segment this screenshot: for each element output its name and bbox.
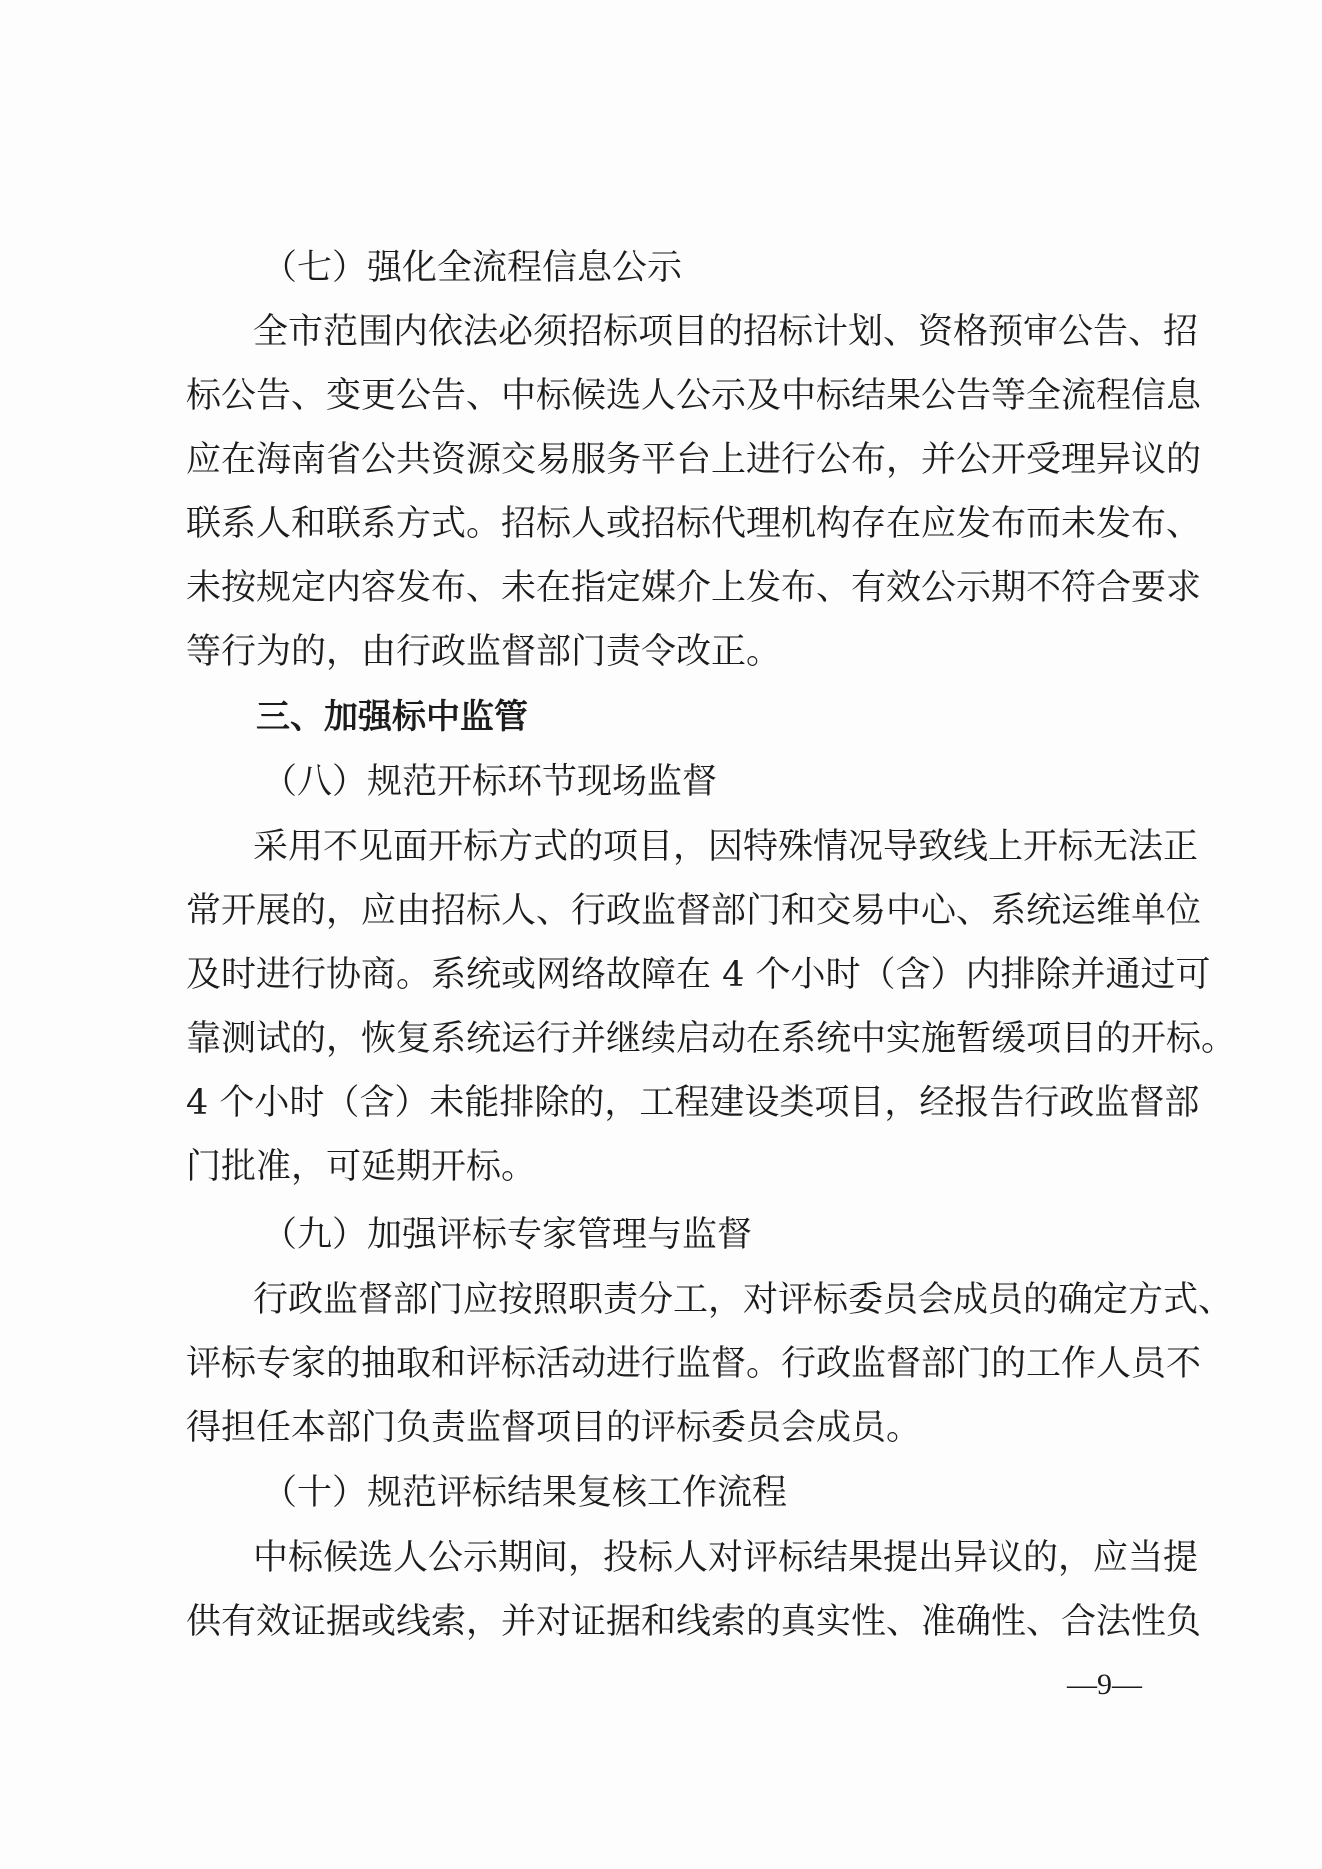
paragraph-8-line-4: 靠测试的，恢复系统运行并继续启动在系统中实施暂缓项目的开标。 [186,1019,1237,1059]
subsection-9-title: （九）加强评标专家管理与监督 [262,1215,753,1255]
paragraph-8-line-5: 4 个小时（含）未能排除的，工程建设类项目，经报告行政监督部 [186,1083,1200,1123]
paragraph-9-line-1: 行政监督部门应按照职责分工，对评标委员会成员的确定方式、 [253,1280,1234,1320]
paragraph-9-line-3: 得担任本部门负责监督项目的评标委员会成员。 [186,1408,922,1448]
paragraph-8-line-6: 门批准，可延期开标。 [186,1147,537,1187]
paragraph-8-line-1: 采用不见面开标方式的项目，因特殊情况导致线上开标无法正 [253,827,1199,867]
paragraph-7-line-1: 全市范围内依法必须招标项目的招标计划、资格预审公告、招 [253,312,1199,352]
paragraph-7-line-4: 联系人和联系方式。招标人或招标代理机构存在应发布而未发布、 [186,504,1202,544]
paragraph-10-line-2: 供有效证据或线索，并对证据和线索的真实性、准确性、合法性负 [186,1602,1202,1642]
paragraph-7-line-6: 等行为的，由行政监督部门责令改正。 [186,632,782,672]
paragraph-7-line-3: 应在海南省公共资源交易服务平台上进行公布，并公开受理异议的 [186,440,1202,480]
paragraph-8-line-2: 常开展的，应由招标人、行政监督部门和交易中心、系统运维单位 [186,891,1202,931]
subsection-10-title: （十）规范评标结果复核工作流程 [262,1473,788,1513]
paragraph-10-line-1: 中标候选人公示期间，投标人对评标结果提出异议的，应当提 [253,1538,1199,1578]
section-3-heading: 三、加强标中监管 [256,697,528,737]
subsection-8-title: （八）规范开标环节现场监督 [262,762,718,802]
paragraph-7-line-2: 标公告、变更公告、中标候选人公示及中标结果公告等全流程信息 [186,376,1202,416]
paragraph-8-line-3: 及时进行协商。系统或网络故障在 4 个小时（含）内排除并通过可 [186,955,1211,995]
subsection-7-title: （七）强化全流程信息公示 [262,248,683,288]
paragraph-9-line-2: 评标专家的抽取和评标活动进行监督。行政监督部门的工作人员不 [186,1344,1202,1384]
paragraph-7-line-5: 未按规定内容发布、未在指定媒介上发布、有效公示期不符合要求 [186,568,1202,608]
page-number: —9— [1067,1668,1142,1701]
